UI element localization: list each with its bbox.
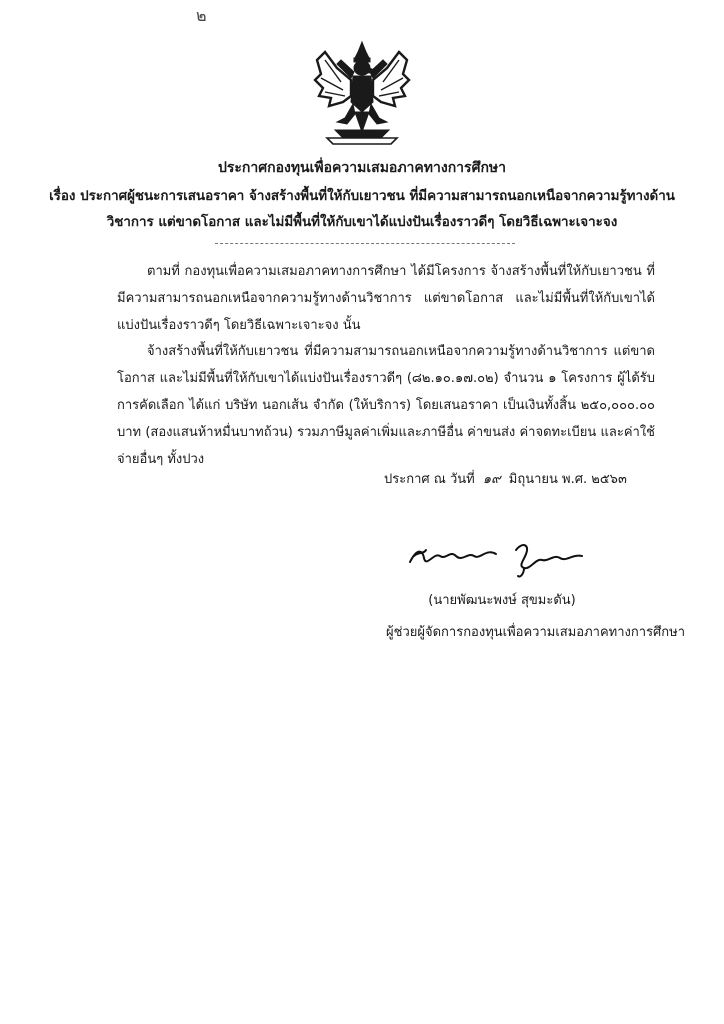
date-day: ๑๙ (482, 472, 501, 487)
garuda-emblem-icon (307, 38, 417, 150)
announcement-subject-line1: เรื่อง ประกาศผู้ชนะการเสนอราคา จ้างสร้างพื้นที่ให้กับเยาวชน ที่มีความสามารถนอกเหนือจากความรู้ทางด้าน (49, 189, 675, 204)
body-paragraph-1 (117, 258, 655, 339)
page-number-mark: ๒ (196, 6, 207, 25)
separator-line (215, 243, 515, 244)
date-prefix: ประกาศ ณ วันที่ (384, 472, 475, 487)
announcement-date (384, 468, 631, 489)
handwritten-signature-icon (406, 528, 596, 580)
signer-name: (นายพัฒนะพงษ์ สุขมะดัน) (428, 593, 576, 608)
signer-title: ผู้ช่วยผู้จัดการกองทุนเพื่อความเสมอภาคทางการศึกษา (386, 625, 686, 640)
body-paragraph-2-text: จ้างสร้างพื้นที่ให้กับเยาวชน ที่มีความสามารถนอกเหนือจากความรู้ทางด้านวิชาการ แต่ขาดโอกาส และไม่มีพื้นที่ให้กับเขาได้แบ่งปันเรื่องราวดีๆ (๘๒.๑๐.๑๗.๐๒) จำนวน ๑ โครงการ ผู้ได้รับการคัดเลือก ได้แก่ บริษัท นอกเส้น จำกัด (ให้บริการ) โดยเสนอราคา เป็นเงินทั้งสิ้น ๒๕๐,๐๐๐.๐๐ บาท (สองแสนห้าหมื่นบาทถ้วน) รวมภาษีมูลค่าเพิ่มและภาษีอื่น ค่าขนส่ง ค่าจดทะเบียน และค่าใช้จ่ายอื่นๆ ทั้งปวง (117, 344, 655, 467)
body-paragraph-1-text: ตามที่ กองทุนเพื่อความเสมอภาคทางการศึกษา ได้มีโครงการ จ้างสร้างพื้นที่ให้กับเยาวชน ที่มีความสามารถนอกเหนือจากความรู้ทางด้านวิชาการ แต่ขาดโอกาส และไม่มีพื้นที่ให้กับเขาได้แบ่งปันเรื่องราวดีๆ โดยวิธีเฉพาะเจาะจง นั้น (117, 264, 655, 333)
announcement-issuer: ประกาศกองทุนเพื่อความเสมอภาคทางการศึกษา (217, 160, 507, 176)
date-month-year: มิถุนายน พ.ศ. ๒๕๖๓ (508, 472, 627, 487)
body-paragraph-2 (117, 338, 655, 473)
announcement-subject-line2: วิชาการ แต่ขาดโอกาส และไม่มีพื้นที่ให้กับเขาได้แบ่งปันเรื่องราวดีๆ โดยวิธีเฉพาะเจาะจง (106, 215, 618, 230)
